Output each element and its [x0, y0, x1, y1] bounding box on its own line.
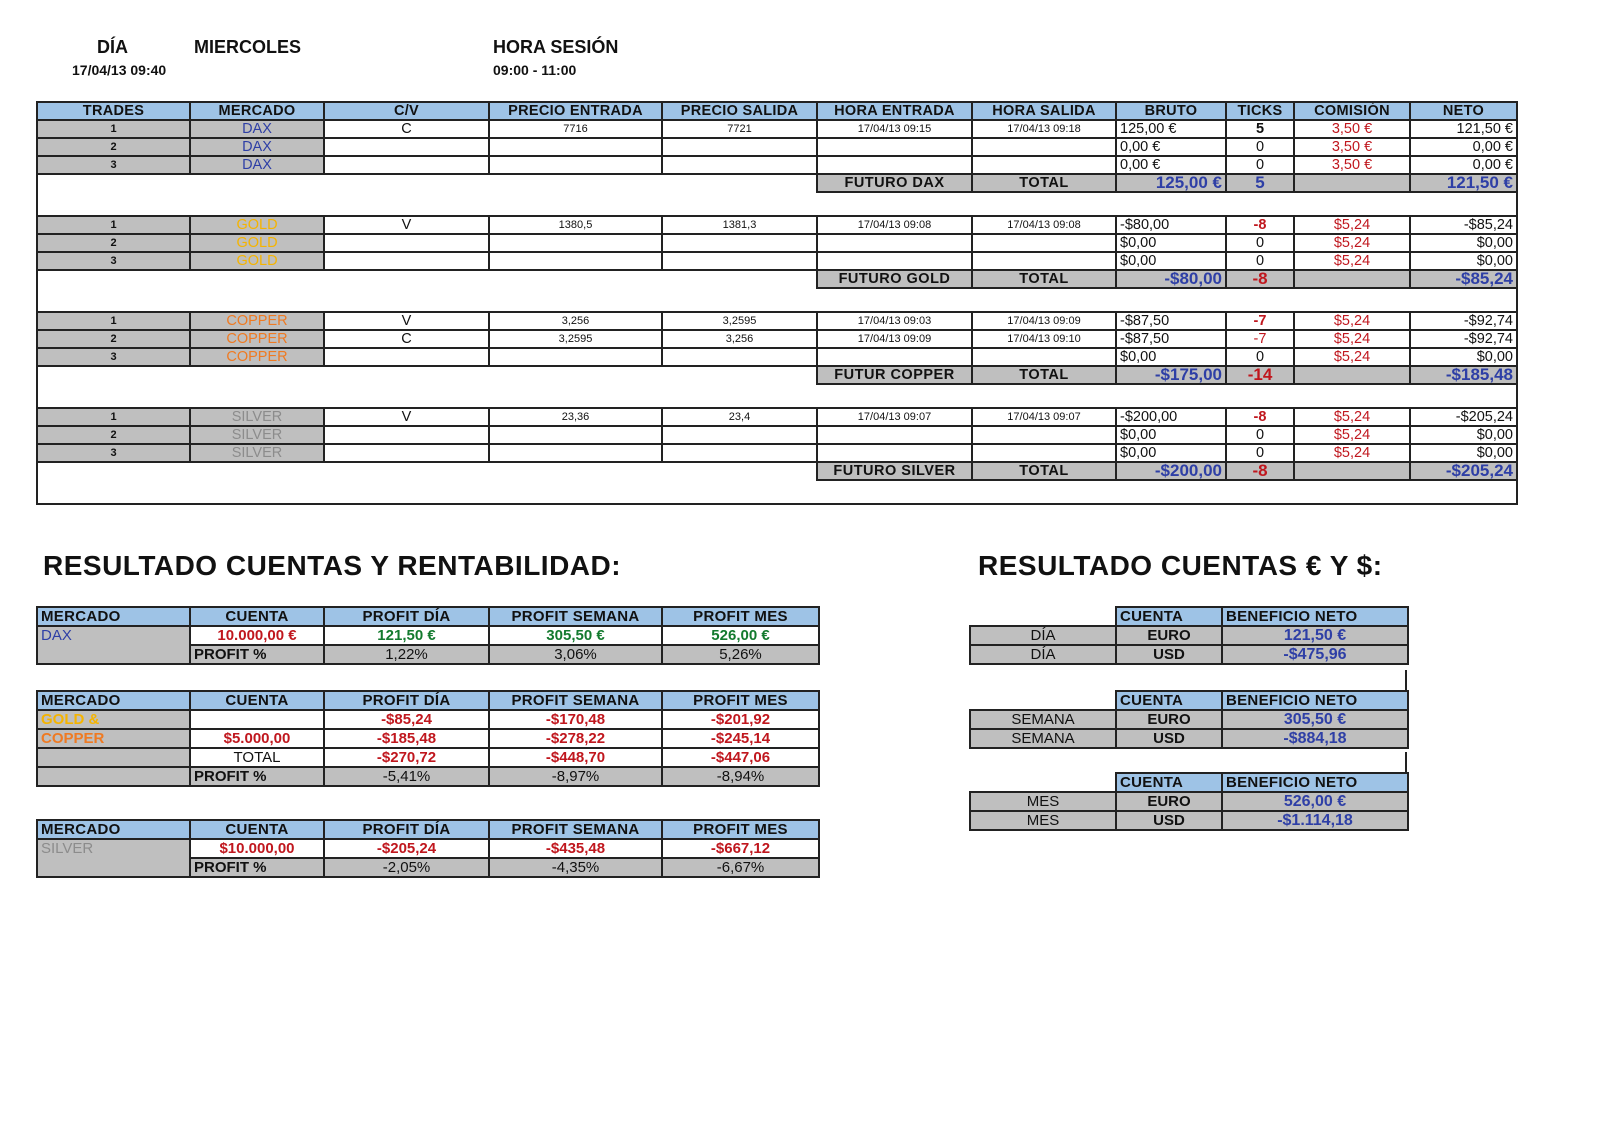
profit-mes-gold: -$201,92 [662, 710, 819, 729]
total-comision-empty [1294, 174, 1410, 192]
precio-entrada-cell [489, 252, 662, 270]
hora-entrada-cell: 17/04/13 09:03 [817, 312, 972, 330]
header-mercado: MERCADO [190, 102, 324, 120]
market-name-gold: GOLD & [37, 710, 190, 729]
hora-entrada-cell [817, 234, 972, 252]
header-hora-entrada: HORA ENTRADA [817, 102, 972, 120]
period-cell: SEMANA [970, 729, 1116, 748]
period-cell: SEMANA [970, 710, 1116, 729]
gap [37, 288, 1517, 312]
header-bruto: BRUTO [1116, 102, 1226, 120]
market-name: SILVER [37, 839, 190, 877]
comision-cell: 3,50 € [1294, 120, 1410, 138]
total-label: TOTAL [972, 462, 1116, 480]
market-cell: GOLD [190, 216, 324, 234]
total-ticks: -8 [1226, 462, 1294, 480]
total-label: TOTAL [190, 748, 324, 767]
precio-salida-cell: 3,2595 [662, 312, 817, 330]
trade-number: 1 [37, 120, 190, 138]
section-title-cuentas: RESULTADO CUENTAS € Y $: [978, 550, 1383, 581]
precio-salida-cell: 23,4 [662, 408, 817, 426]
profit-mes-copper: -$245,14 [662, 729, 819, 748]
total-comision-empty [1294, 366, 1410, 384]
hora-salida-cell [972, 348, 1116, 366]
trade-number: 2 [37, 234, 190, 252]
market-cell: COPPER [190, 348, 324, 366]
bruto-cell: $0,00 [1116, 252, 1226, 270]
trades-table [36, 101, 1518, 505]
beneficio-neto-cell: 121,50 € [1222, 626, 1408, 645]
gap-row [37, 288, 1517, 312]
neto-cell: -$92,74 [1410, 312, 1517, 330]
table-row [37, 156, 1517, 174]
header-cuenta: CUENTA [1116, 773, 1222, 792]
table-row [970, 626, 1408, 645]
total-market-label: FUTURO SILVER [817, 462, 972, 480]
ticks-cell: 5 [1226, 120, 1294, 138]
profit-pct-mes: 5,26% [662, 645, 819, 664]
table-row [37, 330, 1517, 348]
bruto-cell: -$80,00 [1116, 216, 1226, 234]
market-cell: SILVER [190, 426, 324, 444]
table-row [37, 120, 1517, 138]
hora-salida-cell [972, 426, 1116, 444]
header-comision: COMISIÓN [1294, 102, 1410, 120]
header-beneficio-neto: BENEFICIO NETO [1222, 773, 1408, 792]
total-market-label: FUTUR COPPER [817, 366, 972, 384]
cv-cell: V [324, 216, 489, 234]
hora-entrada-cell [817, 426, 972, 444]
ticks-cell: -8 [1226, 216, 1294, 234]
total-comision-empty [1294, 462, 1410, 480]
hora-entrada-cell [817, 156, 972, 174]
precio-entrada-cell [489, 426, 662, 444]
neto-cell: -$85,24 [1410, 216, 1517, 234]
profit-mes: 526,00 € [662, 626, 819, 645]
profit-mes: -$667,12 [662, 839, 819, 858]
neto-cell: 0,00 € [1410, 156, 1517, 174]
profit-pct-label: PROFIT % [190, 767, 324, 786]
header-mercado: MERCADO [37, 607, 190, 626]
trade-number: 2 [37, 330, 190, 348]
precio-entrada-cell [489, 348, 662, 366]
comision-cell: 3,50 € [1294, 156, 1410, 174]
ticks-cell: 0 [1226, 426, 1294, 444]
total-market-label: FUTURO GOLD [817, 270, 972, 288]
market-cell: SILVER [190, 408, 324, 426]
cuenta-value: 10.000,00 € [190, 626, 324, 645]
profit-pct-semana: 3,06% [489, 645, 662, 664]
cuenta-cell: USD [1116, 729, 1222, 748]
total-row [37, 462, 1517, 480]
profit-semana-total: -$448,70 [489, 748, 662, 767]
table-row [970, 811, 1408, 830]
spacer [37, 366, 817, 384]
cuenta-cell: EURO [1116, 626, 1222, 645]
header-profit-dia: PROFIT DÍA [324, 691, 489, 710]
precio-entrada-cell [489, 444, 662, 462]
beneficio-neto-cell: 526,00 € [1222, 792, 1408, 811]
trade-number: 2 [37, 426, 190, 444]
hora-salida-cell: 17/04/13 09:09 [972, 312, 1116, 330]
market-cell: COPPER [190, 330, 324, 348]
table-row [970, 645, 1408, 664]
bruto-cell: 0,00 € [1116, 156, 1226, 174]
precio-salida-cell [662, 252, 817, 270]
period-cell: DÍA [970, 645, 1116, 664]
trade-number: 3 [37, 252, 190, 270]
gap-row [37, 192, 1517, 216]
hora-entrada-cell: 17/04/13 09:08 [817, 216, 972, 234]
comision-cell: $5,24 [1294, 330, 1410, 348]
header-trades: TRADES [37, 102, 190, 120]
header-profit-semana: PROFIT SEMANA [489, 607, 662, 626]
profit-pct-label: PROFIT % [190, 858, 324, 877]
profit-dia: -$205,24 [324, 839, 489, 858]
spacer [37, 462, 817, 480]
market-cell: DAX [190, 120, 324, 138]
hora-salida-cell [972, 234, 1116, 252]
cv-cell [324, 234, 489, 252]
bruto-cell: 125,00 € [1116, 120, 1226, 138]
cuenta-value: $10.000,00 [190, 839, 324, 858]
header-cuenta: CUENTA [190, 691, 324, 710]
total-ticks: 5 [1226, 174, 1294, 192]
ticks-cell: 0 [1226, 138, 1294, 156]
trade-number: 1 [37, 216, 190, 234]
neto-cell: -$92,74 [1410, 330, 1517, 348]
total-comision-empty [1294, 270, 1410, 288]
bruto-cell: -$87,50 [1116, 330, 1226, 348]
blank-header [970, 607, 1116, 626]
header-profit-mes: PROFIT MES [662, 820, 819, 839]
hora-salida-cell [972, 444, 1116, 462]
total-label: TOTAL [972, 366, 1116, 384]
cv-cell [324, 348, 489, 366]
blank-header [970, 773, 1116, 792]
hora-salida-cell: 17/04/13 09:08 [972, 216, 1116, 234]
neto-cell: $0,00 [1410, 348, 1517, 366]
ticks-cell: -7 [1226, 312, 1294, 330]
header-profit-semana: PROFIT SEMANA [489, 691, 662, 710]
market-empty [37, 748, 190, 767]
beneficio-neto-cell: -$1.114,18 [1222, 811, 1408, 830]
hora-entrada-cell: 17/04/13 09:07 [817, 408, 972, 426]
bruto-cell: $0,00 [1116, 234, 1226, 252]
total-neto: -$205,24 [1410, 462, 1517, 480]
header-profit-mes: PROFIT MES [662, 691, 819, 710]
header-beneficio-neto: BENEFICIO NETO [1222, 691, 1408, 710]
section-title-rentabilidad: RESULTADO CUENTAS Y RENTABILIDAD: [43, 550, 622, 581]
market-name-copper: COPPER [37, 729, 190, 748]
neto-cell: $0,00 [1410, 234, 1517, 252]
precio-salida-cell [662, 426, 817, 444]
table-row [37, 234, 1517, 252]
cuenta-cell: USD [1116, 811, 1222, 830]
hora-salida-cell: 17/04/13 09:10 [972, 330, 1116, 348]
profit-pct-dia: 1,22% [324, 645, 489, 664]
neto-cell: 0,00 € [1410, 138, 1517, 156]
bruto-cell: $0,00 [1116, 426, 1226, 444]
profit-pct-mes: -6,67% [662, 858, 819, 877]
profit-table-silver [36, 819, 820, 878]
gap [37, 384, 1517, 408]
profit-mes-total: -$447,06 [662, 748, 819, 767]
total-ticks: -8 [1226, 270, 1294, 288]
table-row [37, 138, 1517, 156]
comision-cell: 3,50 € [1294, 138, 1410, 156]
table-row [37, 408, 1517, 426]
cv-cell [324, 444, 489, 462]
total-bruto: -$80,00 [1116, 270, 1226, 288]
precio-salida-cell [662, 348, 817, 366]
cv-cell: C [324, 330, 489, 348]
ticks-cell: 0 [1226, 252, 1294, 270]
table-row [970, 792, 1408, 811]
gap [37, 480, 1517, 504]
precio-entrada-cell [489, 156, 662, 174]
total-market-label: FUTURO DAX [817, 174, 972, 192]
hora-salida-cell: 17/04/13 09:18 [972, 120, 1116, 138]
cuenta-cell: EURO [1116, 710, 1222, 729]
market-cell: COPPER [190, 312, 324, 330]
spacer [37, 174, 817, 192]
profit-pct-dia: -2,05% [324, 858, 489, 877]
hora-salida-cell [972, 156, 1116, 174]
hora-sesion-label: HORA SESIÓN [493, 37, 619, 57]
hora-entrada-cell: 17/04/13 09:09 [817, 330, 972, 348]
market-name: DAX [37, 626, 190, 664]
table-row [37, 216, 1517, 234]
cv-cell [324, 426, 489, 444]
cuenta-empty [190, 710, 324, 729]
table-row [37, 252, 1517, 270]
profit-table-dax [36, 606, 820, 665]
header-ticks: TICKS [1226, 102, 1294, 120]
fecha: 17/04/13 09:40 [72, 62, 167, 78]
precio-entrada-cell: 1380,5 [489, 216, 662, 234]
header-profit-mes: PROFIT MES [662, 607, 819, 626]
market-cell: SILVER [190, 444, 324, 462]
table-row [37, 312, 1517, 330]
total-row [37, 366, 1517, 384]
gap-row [37, 384, 1517, 408]
table-row [37, 444, 1517, 462]
hora-salida-cell: 17/04/13 09:07 [972, 408, 1116, 426]
cuenta-value: $5.000,00 [190, 729, 324, 748]
comision-cell: $5,24 [1294, 252, 1410, 270]
precio-entrada-cell: 3,2595 [489, 330, 662, 348]
precio-salida-cell: 7721 [662, 120, 817, 138]
bruto-cell: -$87,50 [1116, 312, 1226, 330]
table-row [970, 710, 1408, 729]
beneficio-neto-cell: -$884,18 [1222, 729, 1408, 748]
neto-cell: -$205,24 [1410, 408, 1517, 426]
trade-number: 3 [37, 348, 190, 366]
header-profit-dia: PROFIT DÍA [324, 607, 489, 626]
comision-cell: $5,24 [1294, 234, 1410, 252]
hora-entrada-cell [817, 444, 972, 462]
total-ticks: -14 [1226, 366, 1294, 384]
bruto-cell: 0,00 € [1116, 138, 1226, 156]
cuenta-cell: USD [1116, 645, 1222, 664]
trade-number: 1 [37, 408, 190, 426]
header-mercado: MERCADO [37, 820, 190, 839]
period-cell: DÍA [970, 626, 1116, 645]
precio-salida-cell [662, 444, 817, 462]
neto-cell: $0,00 [1410, 426, 1517, 444]
comision-cell: $5,24 [1294, 408, 1410, 426]
trade-number: 1 [37, 312, 190, 330]
cv-cell [324, 138, 489, 156]
total-bruto: -$200,00 [1116, 462, 1226, 480]
profit-pct-label: PROFIT % [190, 645, 324, 664]
precio-salida-cell [662, 156, 817, 174]
header-cv: C/V [324, 102, 489, 120]
gap-row [37, 480, 1517, 504]
header-neto: NETO [1410, 102, 1517, 120]
total-neto: -$185,48 [1410, 366, 1517, 384]
header-cuenta: CUENTA [190, 607, 324, 626]
neto-cell: $0,00 [1410, 252, 1517, 270]
neto-cell: 121,50 € [1410, 120, 1517, 138]
cuenta-cell: EURO [1116, 792, 1222, 811]
bruto-cell: $0,00 [1116, 348, 1226, 366]
profit-semana: -$435,48 [489, 839, 662, 858]
profit-semana-copper: -$278,22 [489, 729, 662, 748]
total-neto: 121,50 € [1410, 174, 1517, 192]
comision-cell: $5,24 [1294, 348, 1410, 366]
trade-number: 3 [37, 156, 190, 174]
period-cell: MES [970, 792, 1116, 811]
table-row [970, 729, 1408, 748]
comision-cell: $5,24 [1294, 312, 1410, 330]
hora-entrada-cell [817, 138, 972, 156]
hora-salida-cell [972, 252, 1116, 270]
hora-sesion-value: 09:00 - 11:00 [493, 62, 577, 78]
profit-pct-semana: -8,97% [489, 767, 662, 786]
header-profit-dia: PROFIT DÍA [324, 820, 489, 839]
profit-pct-mes: -8,94% [662, 767, 819, 786]
header-cuenta: CUENTA [1116, 691, 1222, 710]
precio-entrada-cell [489, 234, 662, 252]
total-row [37, 174, 1517, 192]
cv-cell: C [324, 120, 489, 138]
trade-number: 3 [37, 444, 190, 462]
hora-entrada-cell [817, 252, 972, 270]
ticks-cell: -7 [1226, 330, 1294, 348]
dia-value: MIERCOLES [194, 37, 302, 57]
ticks-cell: 0 [1226, 348, 1294, 366]
header-mercado: MERCADO [37, 691, 190, 710]
ticks-cell: 0 [1226, 234, 1294, 252]
profit-dia-total: -$270,72 [324, 748, 489, 767]
profit-pct-dia: -5,41% [324, 767, 489, 786]
hora-entrada-cell: 17/04/13 09:15 [817, 120, 972, 138]
blank-header [970, 691, 1116, 710]
dia-label: DÍA [97, 37, 128, 57]
hora-entrada-cell [817, 348, 972, 366]
cv-cell [324, 252, 489, 270]
precio-entrada-cell: 7716 [489, 120, 662, 138]
profit-semana-gold: -$170,48 [489, 710, 662, 729]
results-table [969, 772, 1409, 831]
trade-number: 2 [37, 138, 190, 156]
results-table [969, 606, 1409, 665]
precio-entrada-cell [489, 138, 662, 156]
beneficio-neto-cell: 305,50 € [1222, 710, 1408, 729]
total-label: TOTAL [972, 270, 1116, 288]
total-bruto: 125,00 € [1116, 174, 1226, 192]
header-precio-salida: PRECIO SALIDA [662, 102, 817, 120]
table-row [37, 426, 1517, 444]
cv-cell: V [324, 408, 489, 426]
total-bruto: -$175,00 [1116, 366, 1226, 384]
cv-cell [324, 156, 489, 174]
total-row [37, 270, 1517, 288]
profit-table-gold-copper [36, 690, 820, 787]
precio-entrada-cell: 23,36 [489, 408, 662, 426]
hora-salida-cell [972, 138, 1116, 156]
header-cuenta: CUENTA [190, 820, 324, 839]
precio-salida-cell: 3,256 [662, 330, 817, 348]
comision-cell: $5,24 [1294, 426, 1410, 444]
profit-semana: 305,50 € [489, 626, 662, 645]
comision-cell: $5,24 [1294, 444, 1410, 462]
market-cell: DAX [190, 156, 324, 174]
results-table [969, 690, 1409, 749]
market-cell: GOLD [190, 234, 324, 252]
connector-line [1405, 752, 1407, 774]
table-row [37, 348, 1517, 366]
connector-line [1405, 670, 1407, 692]
profit-dia: 121,50 € [324, 626, 489, 645]
header-precio-entrada: PRECIO ENTRADA [489, 102, 662, 120]
gap [37, 192, 1517, 216]
total-neto: -$85,24 [1410, 270, 1517, 288]
comision-cell: $5,24 [1294, 216, 1410, 234]
precio-salida-cell: 1381,3 [662, 216, 817, 234]
header-cuenta: CUENTA [1116, 607, 1222, 626]
bruto-cell: $0,00 [1116, 444, 1226, 462]
header-beneficio-neto: BENEFICIO NETO [1222, 607, 1408, 626]
bruto-cell: -$200,00 [1116, 408, 1226, 426]
header-hora-salida: HORA SALIDA [972, 102, 1116, 120]
market-cell: GOLD [190, 252, 324, 270]
header-profit-semana: PROFIT SEMANA [489, 820, 662, 839]
ticks-cell: -8 [1226, 408, 1294, 426]
spacer [37, 270, 817, 288]
cv-cell: V [324, 312, 489, 330]
profit-pct-semana: -4,35% [489, 858, 662, 877]
beneficio-neto-cell: -$475,96 [1222, 645, 1408, 664]
profit-dia-copper: -$185,48 [324, 729, 489, 748]
total-label: TOTAL [972, 174, 1116, 192]
precio-salida-cell [662, 234, 817, 252]
precio-salida-cell [662, 138, 817, 156]
precio-entrada-cell: 3,256 [489, 312, 662, 330]
period-cell: MES [970, 811, 1116, 830]
ticks-cell: 0 [1226, 444, 1294, 462]
ticks-cell: 0 [1226, 156, 1294, 174]
market-empty [37, 767, 190, 786]
neto-cell: $0,00 [1410, 444, 1517, 462]
market-cell: DAX [190, 138, 324, 156]
profit-dia-gold: -$85,24 [324, 710, 489, 729]
